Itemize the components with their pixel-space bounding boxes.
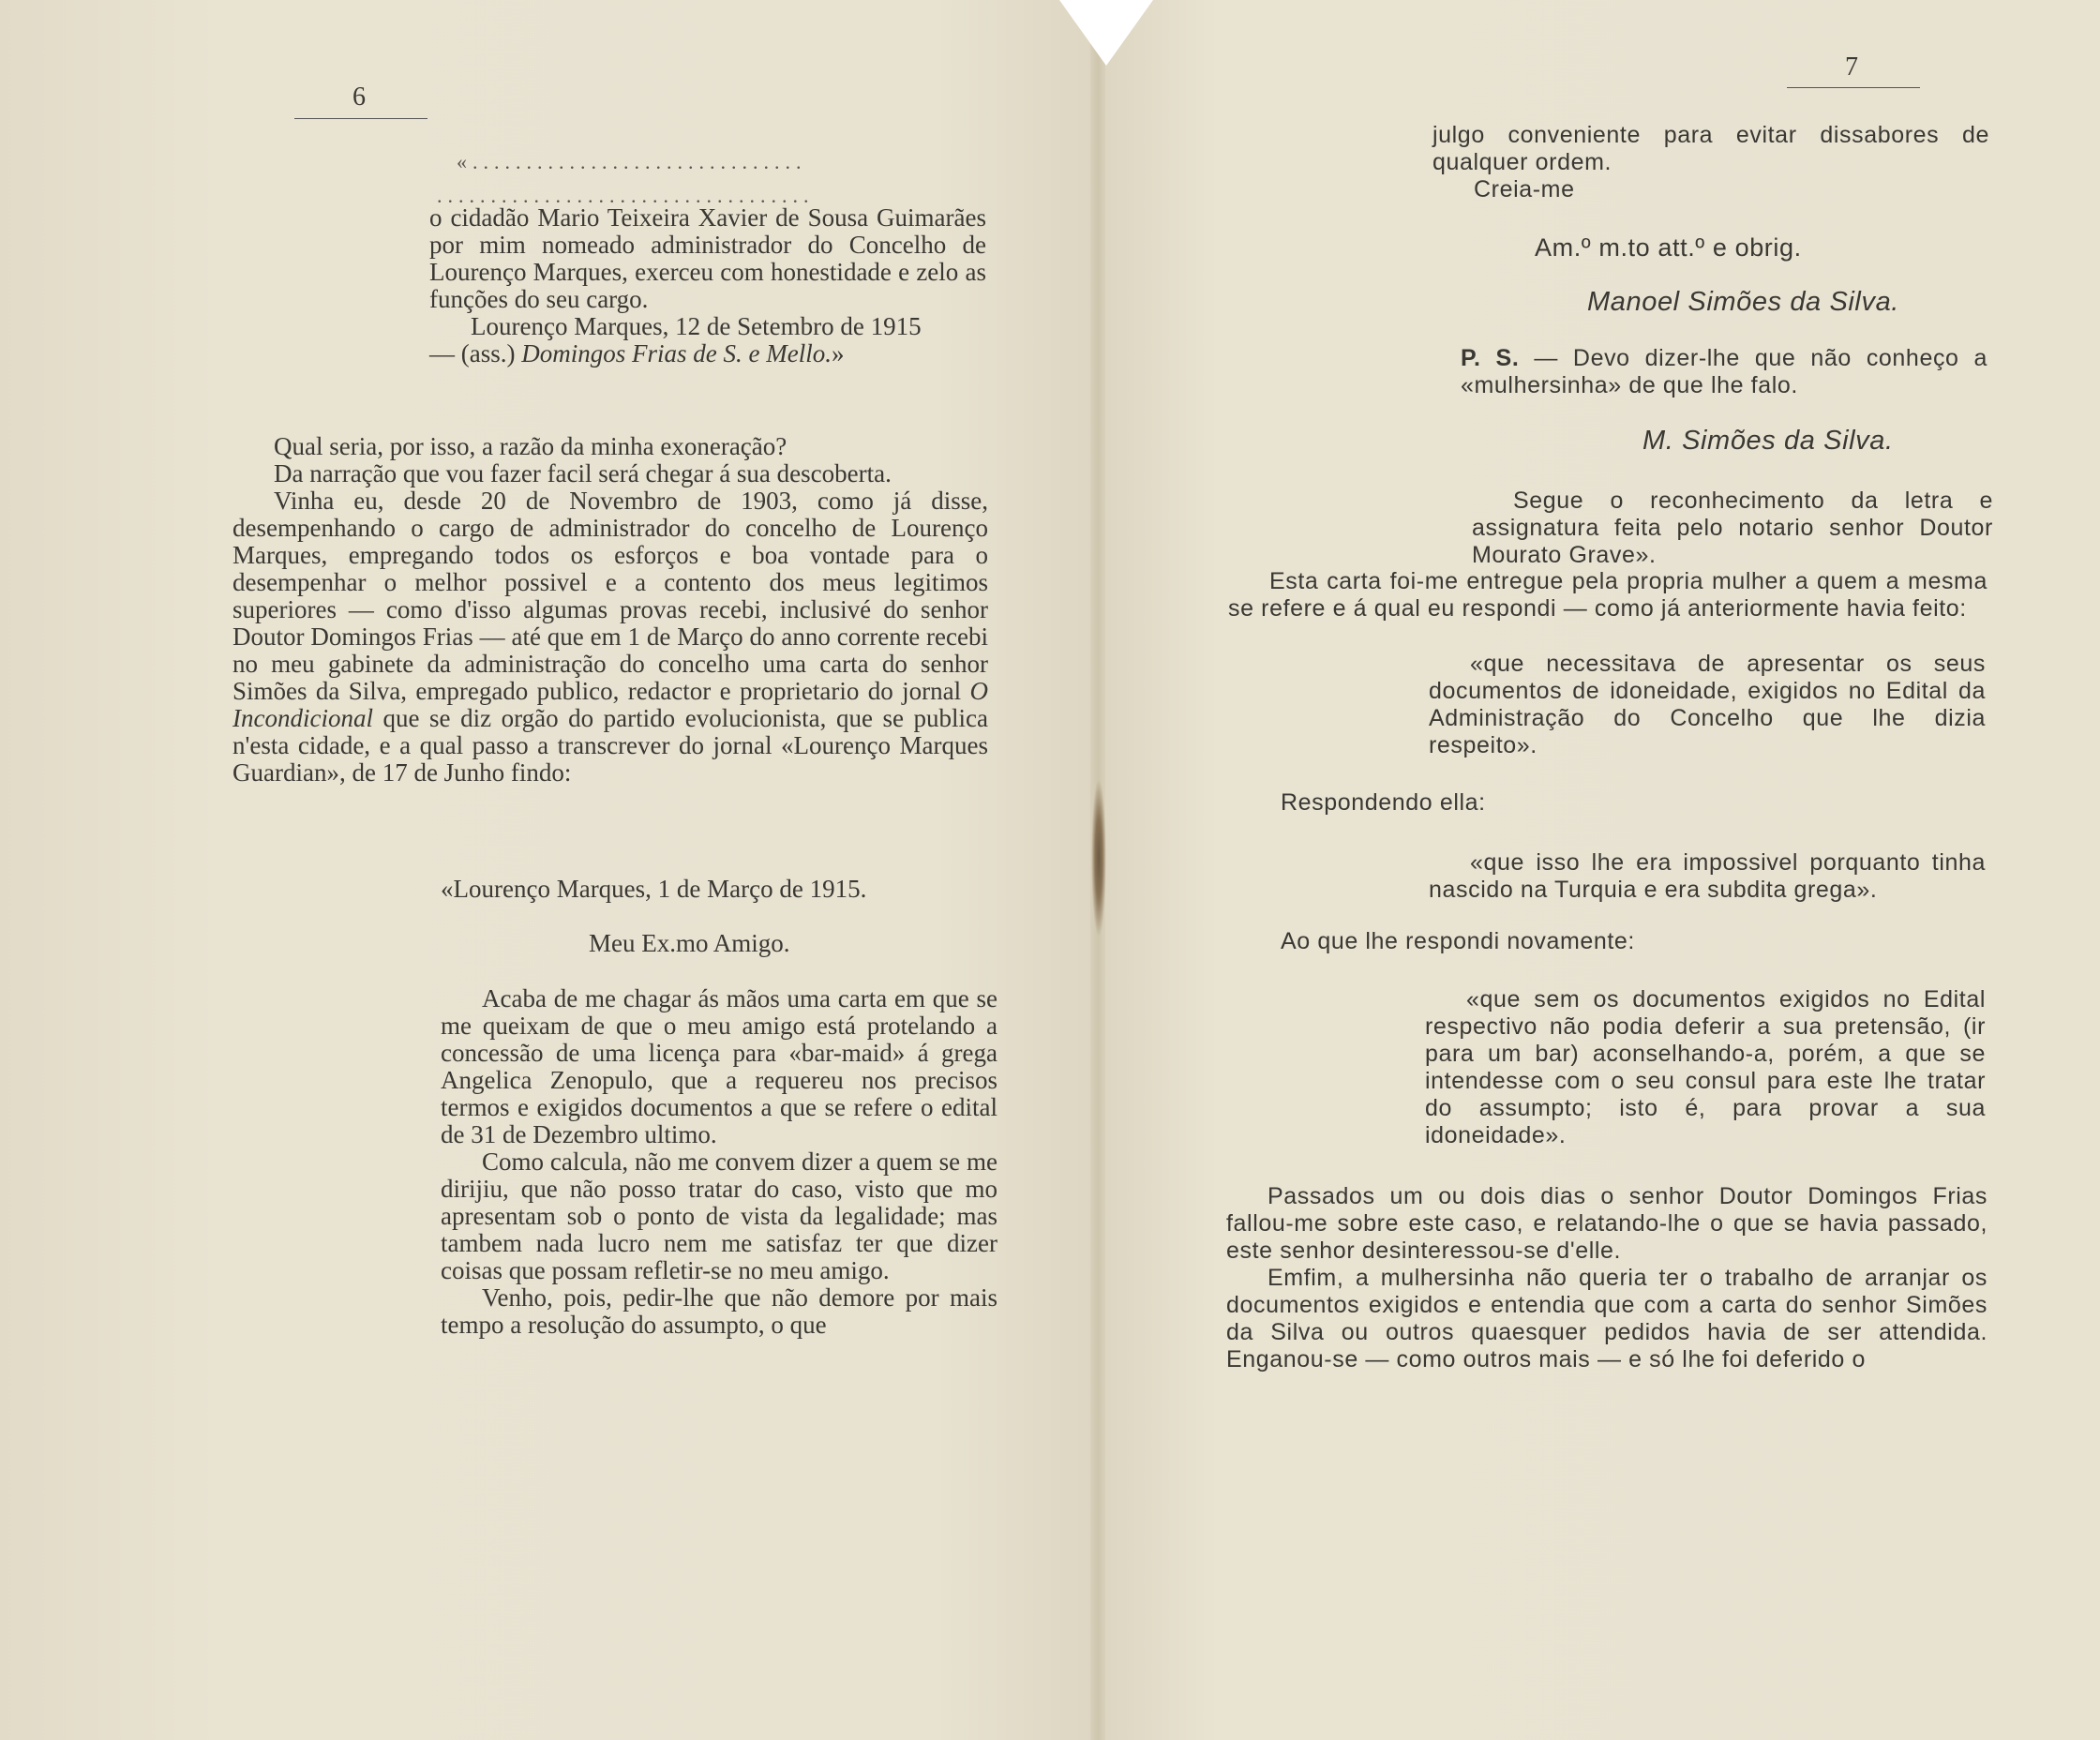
letter-signature: Manoel Simões da Silva. [1587, 287, 1899, 317]
notary-recognition [1472, 488, 1993, 569]
reply-quote-2 [1429, 849, 1986, 904]
narrative-right-2 [1226, 1183, 1988, 1373]
quote-turquia: «que isso lhe era impossivel porquanto tinha nascido na Turquia e era subdita grega». [1429, 849, 1986, 903]
page-notch [1059, 0, 1153, 66]
certificate-signature-prefix: — (ass.) [429, 339, 516, 368]
delivered-paragraph: Esta carta foi-me entregue pela propria mulher a quem a mesma se refere e á qual eu respondi — como já anteriormente havia feito: [1228, 568, 1988, 622]
letter-closing: Am.º m.to att.º e obrig. [1535, 233, 1802, 262]
reply-intro [1281, 789, 1843, 817]
gutter-stain [1091, 778, 1106, 938]
notary-paragraph: Segue o reconhecimento da letra e assignatura feita pelo notario senhor Doutor Mourato Grave». [1472, 488, 1993, 568]
question-paragraph: Qual seria, por isso, a razão da minha exoneração? [274, 432, 788, 460]
narrative-left [232, 433, 988, 787]
letter-greeting: Meu Ex.mo Amigo. [589, 929, 790, 957]
main-paragraph-part-1: Vinha eu, desde 20 de Novembro de 1903, como já disse, desempenhando o cargo de administrador do concelho de Lourenço Marques, empregando todos os esforços e boa vontade para o desempenhar o melhor possivel e a contento dos meus legitimos superiores — como d'isso algumas provas recebi, inclusivé do senhor Doutor Domingos Frias — até que em 1 de Março do anno corrente recebi no meu gabinete da administração do concelho uma carta do senhor Simões da Silva, empregado publico, redactor e proprietario do jornal [232, 487, 988, 705]
certificate-signature: Domingos Frias de S. e Mello. [521, 339, 832, 368]
letter-paragraph-2: Como calcula, não me convem dizer a quem se me dirijiu, que não posso tratar do caso, visto que mo apresentam sob o ponto de vista da legalidade; mas tambem nada lucro nem me satisfaz ter que dizer coisas que possam refletir-se no meu amigo. [441, 1148, 998, 1284]
page-number-right: 7 [1845, 52, 1858, 82]
reply-quote-3 [1425, 986, 1986, 1149]
letter-paragraph-1: Acaba de me chagar ás mãos uma carta em que se me queixam de que o meu amigo está protelando a concessão de uma licença para «bar-maid» á grega Angelica Zenopulo, que a requereu nos precisos termos e exigidos documentos a que se refere o edital de 31 de Dezembro ultimo. [441, 984, 998, 1148]
postscript-text: — Devo dizer-lhe que não conheço a «mulhersinha» de que lhe falo. [1461, 345, 1988, 398]
narrative-right-1 [1228, 568, 1988, 622]
certificate-body: o cidadão Mario Teixeira Xavier de Sousa Guimarães por mim nomeado administrador do Concelho de Lourenço Marques, exerceu com honestidade e zelo as funções do seu cargo. [429, 203, 986, 313]
postscript-paragraph [1461, 345, 1988, 399]
page-number-left: 6 [352, 82, 366, 112]
letter-body [441, 985, 998, 1339]
page-number-rule-right [1787, 87, 1920, 88]
reply-quote-1 [1429, 651, 1986, 759]
letter-continuation [1432, 122, 1989, 203]
postscript-signature: M. Simões da Silva. [1642, 426, 1894, 456]
certificate-text [429, 204, 986, 368]
again-line: Ao que lhe respondi novamente: [1281, 928, 1635, 954]
creia-me: Creia-me [1474, 176, 1575, 202]
narration-paragraph: Da narração que vou fazer facil será chegar á sua descoberta. [274, 459, 892, 488]
letter-paragraph-3: Venho, pois, pedir-lhe que não demore por mais tempo a resolução do assumpto, o que [441, 1283, 998, 1339]
quote-documentos: «que sem os documentos exigidos no Edital respectivo não podia deferir a sua pretensão, (ir para um bar) aconselhando-a, porém, a que se intendesse com o seu consul para este lhe tratar do assumpto; isto é, para provar a sua idoneidade». [1425, 986, 1986, 1148]
postscript-label: P. S. [1461, 345, 1520, 371]
main-paragraph-part-2: que se diz orgão do partido evolucionista, que se publica n'esta cidade, e a qual passo a transcrever do jornal «Lourenço Marques Guardian», de 17 de Junho findo: [232, 704, 988, 787]
letter-date: «Lourenço Marques, 1 de Março de 1915. [441, 875, 867, 903]
responding-line: Respondendo ella: [1281, 789, 1486, 816]
quote-idoneidade: «que necessitava de apresentar os seus documentos de idoneidade, exigidos no Edital da Administração do Concelho que lhe dizia respeito». [1429, 651, 1986, 758]
journal-name: O Incondicional [232, 677, 988, 732]
continuation-text: julgo conveniente para evitar dissabores de qualquer ordem. [1432, 122, 1989, 175]
again-intro [1281, 928, 1937, 955]
postscript [1461, 345, 1988, 399]
main-paragraph [232, 488, 988, 787]
certificate-close-quote: » [831, 339, 845, 368]
page-number-rule-left [294, 118, 428, 119]
certificate-signature-line [429, 340, 986, 368]
ellipsis-line-2: ................................... [437, 184, 815, 207]
ellipsis-line-1: «............................... [457, 150, 807, 173]
certificate-place-date: Lourenço Marques, 12 de Setembro de 1915 [471, 312, 922, 340]
days-paragraph: Passados um ou dois dias o senhor Doutor Domingos Frias fallou-me sobre este caso, e relatando-lhe o que se havia passado, este senhor desinteressou-se d'elle. [1226, 1183, 1988, 1264]
final-paragraph: Emfim, a mulhersinha não queria ter o trabalho de arranjar os documentos exigidos e entendia que com a carta do senhor Simões da Silva ou outros quaesquer pedidos havia de ser attendida. Enganou-se — como outros mais — e só lhe foi deferido o [1226, 1265, 1988, 1372]
